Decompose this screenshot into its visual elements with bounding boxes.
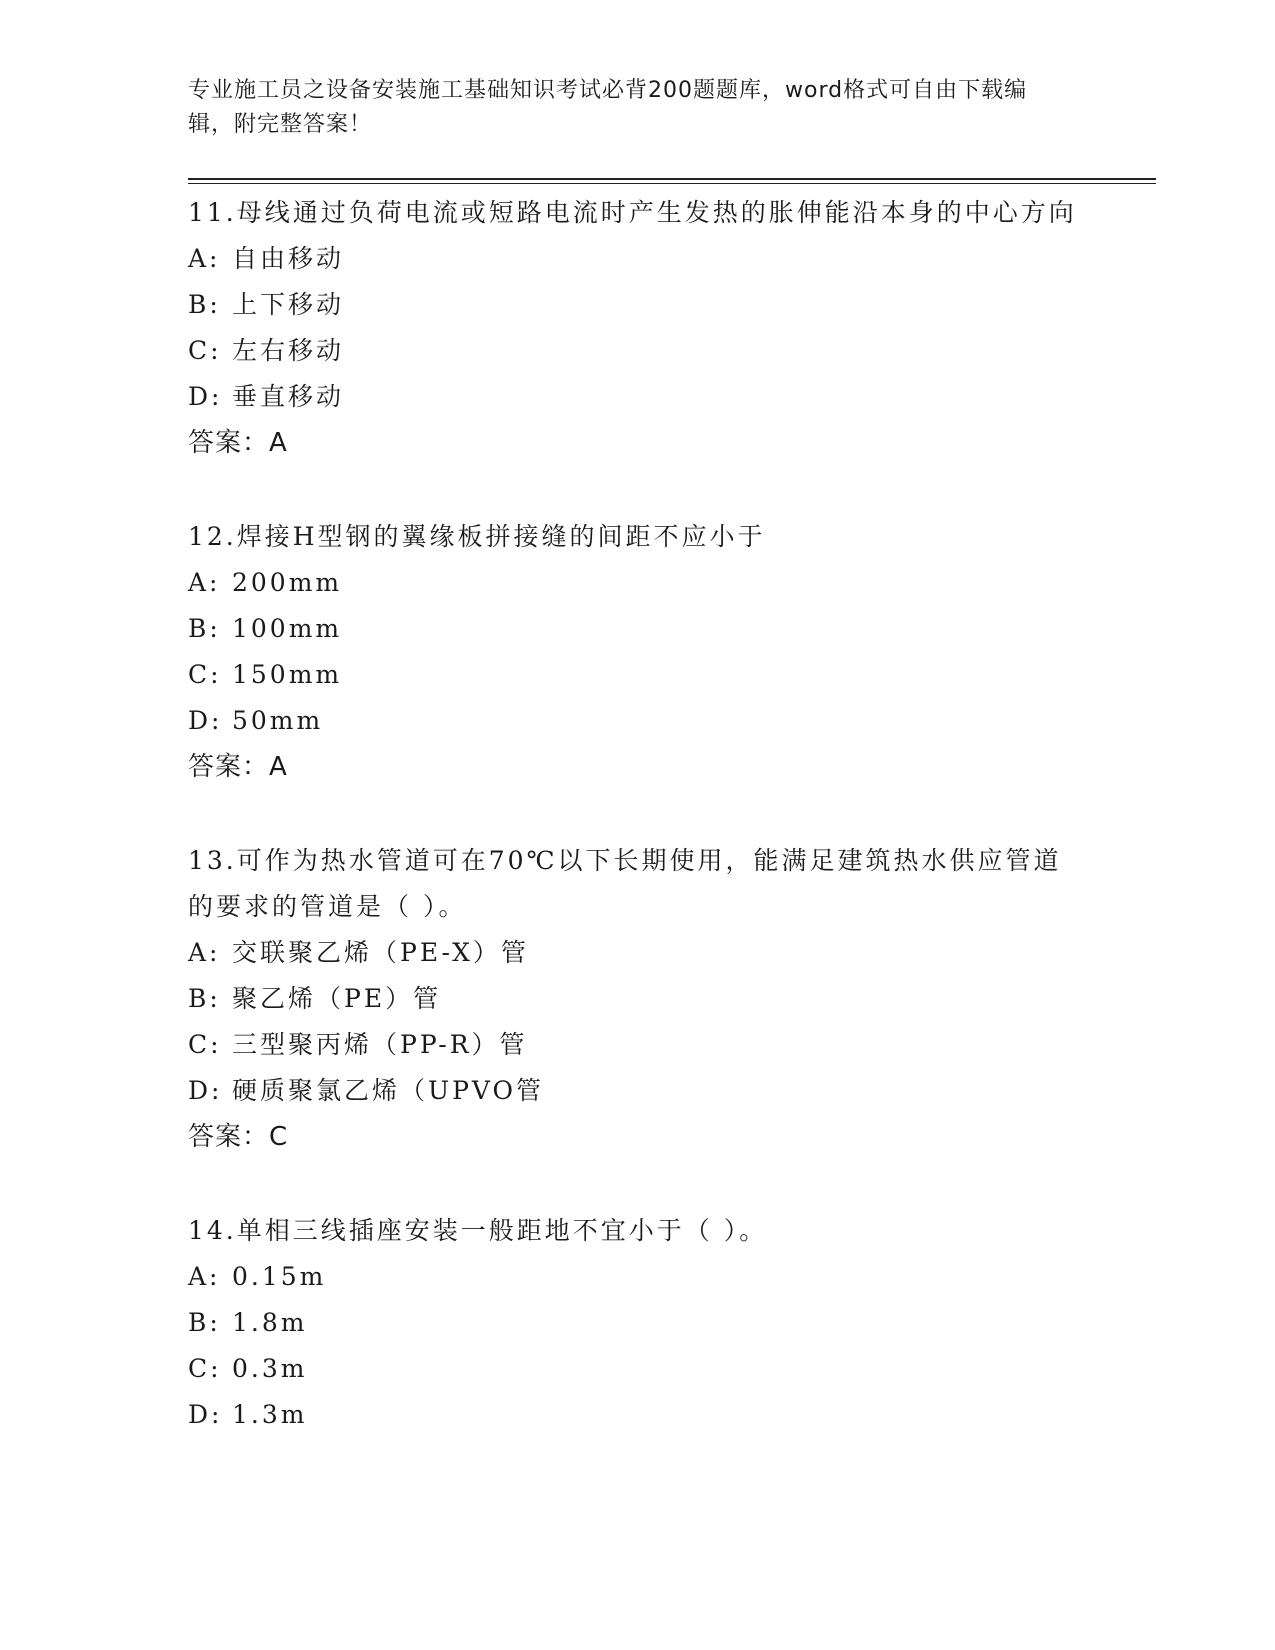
option-key: B: bbox=[188, 614, 221, 643]
option-key: D: bbox=[188, 706, 223, 735]
question-item bbox=[188, 838, 1088, 1160]
option-key: C: bbox=[188, 1030, 222, 1059]
question-stem: 13.可作为热水管道可在70℃以下长期使用，能满足建筑热水供应管道的要求的管道是（ ）。 bbox=[188, 846, 1062, 921]
option-c bbox=[188, 1022, 1088, 1068]
option-c bbox=[188, 1346, 1088, 1392]
option-text: 交联聚乙烯（PE-X）管 bbox=[232, 938, 529, 967]
option-key: B: bbox=[188, 290, 221, 319]
question-stem: 14.单相三线插座安装一般距地不宜小于（ ）。 bbox=[188, 1216, 768, 1245]
option-text: 聚乙烯（PE）管 bbox=[232, 984, 442, 1013]
option-key: A: bbox=[188, 938, 221, 967]
option-text: 上下移动 bbox=[232, 290, 345, 319]
option-text: 1.3m bbox=[232, 1400, 308, 1429]
option-text: 0.3m bbox=[232, 1354, 308, 1383]
question-item bbox=[188, 1208, 1088, 1438]
option-d bbox=[188, 1392, 1088, 1438]
option-text: 0.15m bbox=[232, 1262, 327, 1291]
title-divider-bottom bbox=[188, 183, 1156, 184]
option-key: B: bbox=[188, 1308, 221, 1337]
option-d bbox=[188, 1068, 1088, 1114]
option-text: 1.8m bbox=[232, 1308, 308, 1337]
option-key: A: bbox=[188, 1262, 221, 1291]
option-b bbox=[188, 606, 1088, 652]
option-text: 三型聚丙烯（PP-R）管 bbox=[232, 1030, 528, 1059]
option-text: 垂直移动 bbox=[232, 382, 345, 411]
option-c bbox=[188, 328, 1088, 374]
option-text: 50mm bbox=[232, 706, 324, 735]
option-text: 100mm bbox=[232, 614, 343, 643]
title-divider-top bbox=[188, 178, 1156, 180]
option-key: A: bbox=[188, 244, 221, 273]
option-a bbox=[188, 560, 1088, 606]
option-text: 自由移动 bbox=[232, 244, 345, 273]
question-stem: 11.母线通过负荷电流或短路电流时产生发热的胀伸能沿本身的中心方向 bbox=[188, 198, 1077, 227]
option-d bbox=[188, 698, 1088, 744]
option-b bbox=[188, 282, 1088, 328]
document-title: 专业施工员之设备安装施工基础知识考试必背200题题库，word格式可自由下载编辑，附完整答案！ bbox=[188, 78, 1028, 137]
option-key: D: bbox=[188, 382, 223, 411]
question-item bbox=[188, 190, 1088, 466]
option-a bbox=[188, 930, 1088, 976]
option-key: D: bbox=[188, 1076, 223, 1105]
option-text: 左右移动 bbox=[232, 336, 345, 365]
option-a bbox=[188, 236, 1088, 282]
question-stem: 12.焊接H型钢的翼缘板拼接缝的间距不应小于 bbox=[188, 522, 766, 551]
option-b bbox=[188, 1300, 1088, 1346]
option-key: B: bbox=[188, 984, 221, 1013]
answer-line: 答案：A bbox=[188, 752, 288, 782]
option-b bbox=[188, 976, 1088, 1022]
option-text: 150mm bbox=[232, 660, 343, 689]
option-key: D: bbox=[188, 1400, 223, 1429]
option-c bbox=[188, 652, 1088, 698]
option-key: C: bbox=[188, 660, 222, 689]
option-text: 硬质聚氯乙烯（UPVO管 bbox=[232, 1076, 545, 1105]
answer-line: 答案：A bbox=[188, 428, 288, 458]
option-key: C: bbox=[188, 336, 222, 365]
question-item bbox=[188, 514, 1088, 790]
question-list bbox=[188, 190, 1088, 1486]
option-key: A: bbox=[188, 568, 221, 597]
option-text: 200mm bbox=[232, 568, 343, 597]
answer-line: 答案：C bbox=[188, 1122, 289, 1152]
option-d bbox=[188, 374, 1088, 420]
option-a bbox=[188, 1254, 1088, 1300]
option-key: C: bbox=[188, 1354, 222, 1383]
